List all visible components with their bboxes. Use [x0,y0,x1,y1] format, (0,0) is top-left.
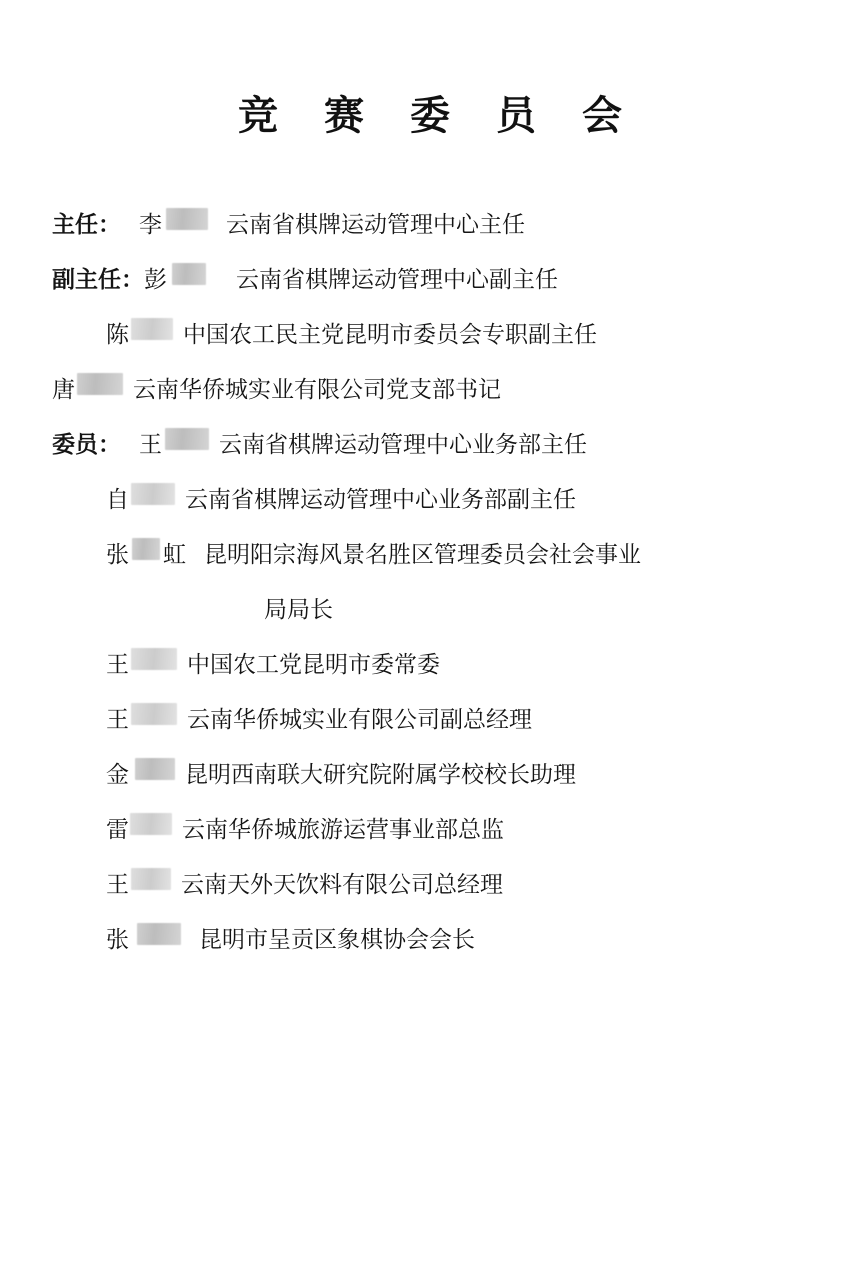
role-label: 主任： [52,212,121,237]
list-item [52,637,820,692]
member-name: 李 [139,212,162,237]
redaction-block [132,538,160,560]
member-name: 王 [106,652,129,677]
redaction-block [131,703,177,725]
member-name: 陈 [106,322,129,347]
member-name: 王 [139,432,162,457]
member-title: 昆明西南联大研究院附属学校校长助理 [185,762,576,787]
document-page [0,84,860,1283]
member-name: 唐 [52,377,75,402]
member-title: 云南省棋牌运动管理中心副主任 [236,267,558,292]
redaction-block [131,483,175,505]
committee-list [0,197,860,967]
member-name-suffix: 虹 [163,542,186,567]
role-label: 委员： [52,432,121,457]
page-title: 竞 赛 委 员 会 [238,93,640,138]
member-title-continued: 局局长 [264,597,333,622]
member-title: 云南天外天饮料有限公司总经理 [181,872,503,897]
list-item [52,692,820,747]
redaction-block [131,318,173,340]
member-name: 张 [106,927,129,952]
member-title: 云南华侨城旅游运营事业部总监 [182,817,504,842]
list-item [52,802,820,857]
redaction-block [135,758,175,780]
member-title: 云南华侨城实业有限公司党支部书记 [133,377,501,402]
member-name: 自 [106,487,129,512]
member-title: 云南省棋牌运动管理中心业务部主任 [219,432,587,457]
list-item [52,362,820,417]
redaction-block [130,813,172,835]
member-name: 王 [106,707,129,732]
list-item [52,747,820,802]
member-name: 金 [106,762,129,787]
member-title: 中国农工党昆明市委常委 [187,652,440,677]
list-item [52,857,820,912]
member-title: 昆明市呈贡区象棋协会会长 [199,927,475,952]
redaction-block [131,648,177,670]
list-item [52,307,820,362]
redaction-block [172,263,206,285]
member-title: 云南省棋牌运动管理中心主任 [226,212,525,237]
redaction-block [166,208,208,230]
member-name: 彭 [144,267,167,292]
member-title: 云南华侨城实业有限公司副总经理 [187,707,532,732]
member-title: 昆明阳宗海风景名胜区管理委员会社会事业 [204,542,641,567]
redaction-block [77,373,123,395]
member-name: 张 [106,542,129,567]
redaction-block [165,428,209,450]
list-item [52,472,820,527]
member-title: 云南省棋牌运动管理中心业务部副主任 [185,487,576,512]
member-name: 雷 [106,817,129,842]
member-title: 中国农工民主党昆明市委员会专职副主任 [183,322,597,347]
list-item [52,417,820,472]
role-label: 副主任： [52,267,144,292]
redaction-block [137,923,181,945]
list-item [52,252,820,307]
member-name: 王 [106,872,129,897]
list-item [52,912,820,967]
list-item [52,527,820,582]
list-item [52,197,820,252]
redaction-block [131,868,171,890]
